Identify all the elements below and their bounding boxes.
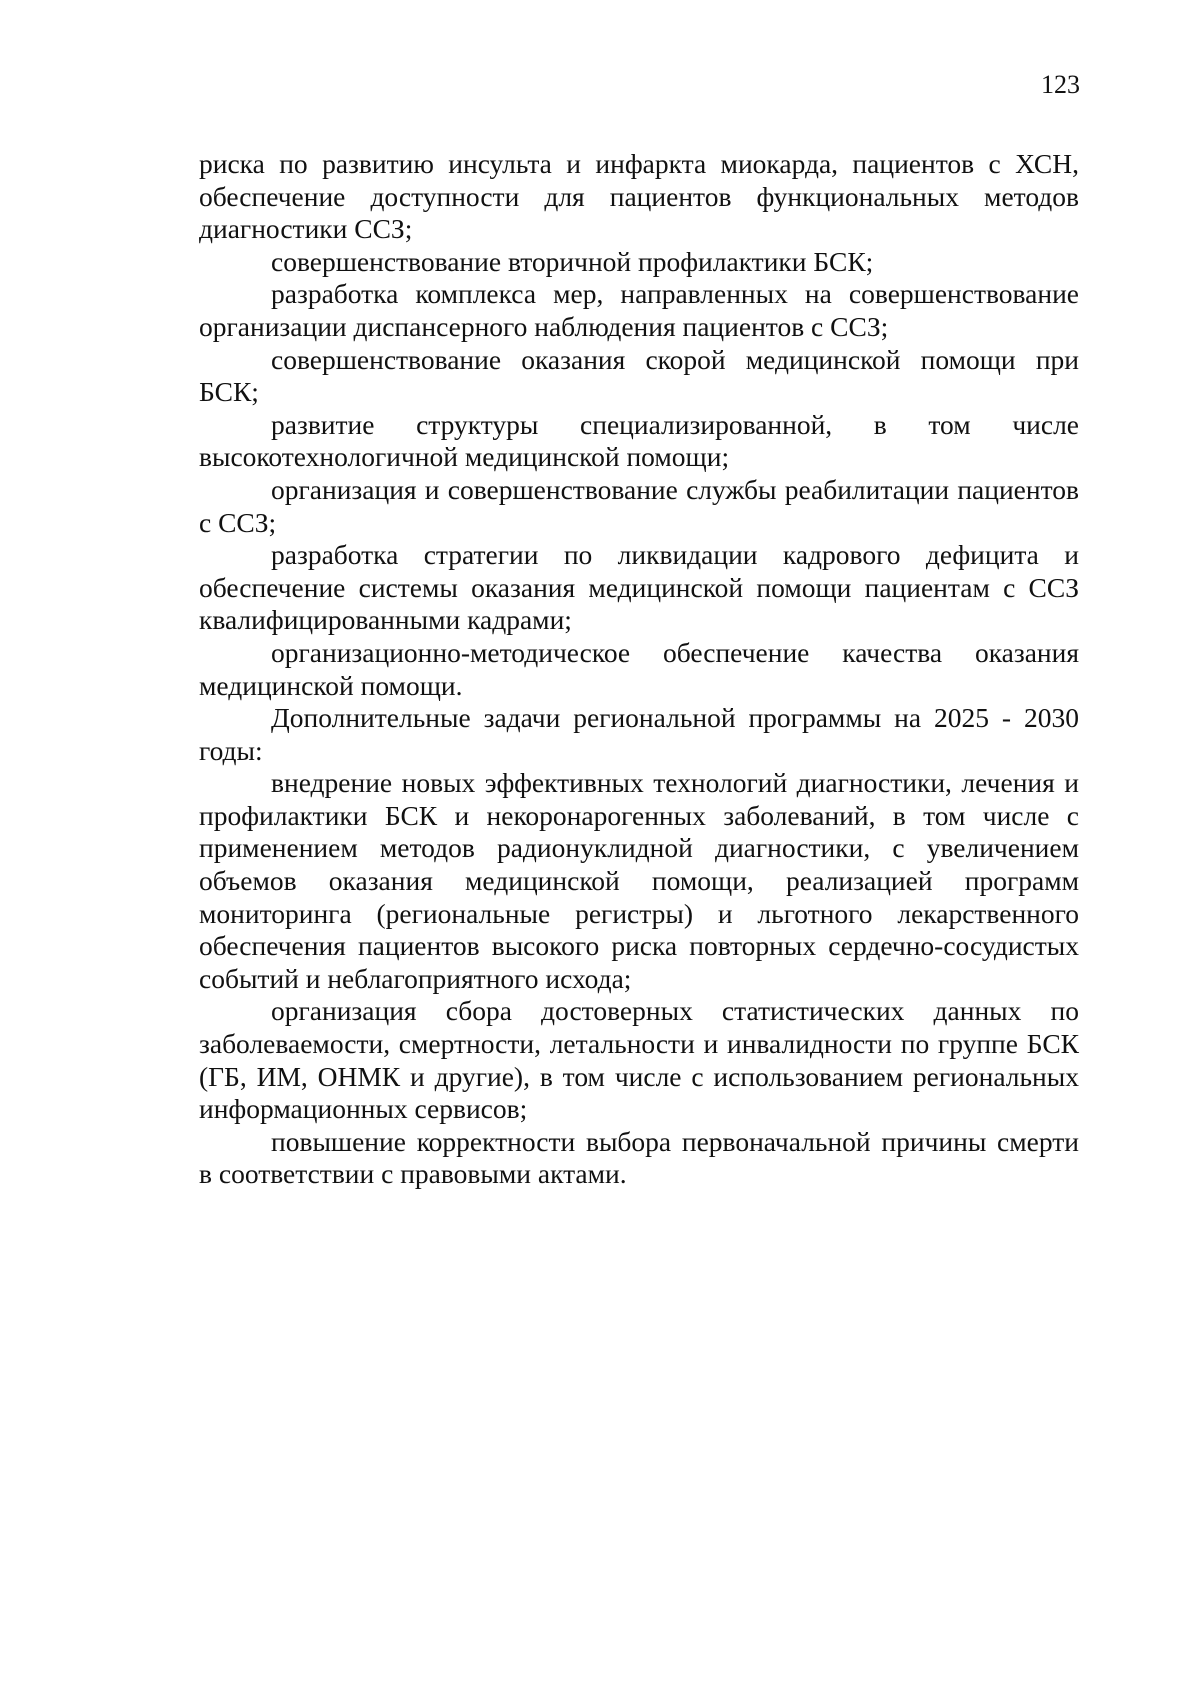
paragraph: совершенствование оказания скорой медицинской помощи при БСК;: [199, 343, 1079, 408]
page-number: 123: [1041, 70, 1080, 99]
document-body: [199, 148, 1079, 1191]
paragraph: Дополнительные задачи региональной программы на 2025 - 2030 годы:: [199, 702, 1079, 766]
paragraph: разработка стратегии по ликвидации кадрового дефицита и обеспечение системы оказания медицинской помощи пациентам с ССЗ квалифицированными кадрами;: [199, 539, 1079, 636]
paragraph: внедрение новых эффективных технологий диагностики, лечения и профилактики БСК и некоронарогенных заболеваний, в том числе с применением методов радионуклидной диагностики, с увеличением объемов оказания медицинской помощи, реализацией программ мониторинга (региональные регистры) и льготного лекарственного обеспечения пациентов высокого риска повторных сердечно-сосудистых событий и неблагоприятного исхода;: [199, 767, 1079, 994]
paragraph: развитие структуры специализированной, в том числе высокотехнологичной медицинской помощи;: [199, 408, 1079, 473]
paragraph: совершенствование вторичной профилактики БСК;: [271, 245, 874, 277]
paragraph: организация и совершенствование службы реабилитации пациентов с ССЗ;: [199, 473, 1079, 538]
paragraph: риска по развитию инсульта и инфаркта миокарда, пациентов с ХСН, обеспечение доступности для пациентов функциональных методов диагностики ССЗ;: [199, 148, 1079, 245]
paragraph: разработка комплекса мер, направленных на совершенствование организации диспансерного наблюдения пациентов с ССЗ;: [199, 278, 1079, 342]
paragraph: организация сбора достоверных статистических данных по заболеваемости, смертности, летальности и инвалидности по группе БСК (ГБ, ИМ, ОНМК и другие), в том числе с использованием региональных информационных сервисов;: [199, 995, 1079, 1125]
paragraph: организационно-методическое обеспечение качества оказания медицинской помощи.: [199, 636, 1079, 701]
paragraph: повышение корректности выбора первоначальной причины смерти в соответствии с правовыми актами.: [199, 1125, 1079, 1190]
